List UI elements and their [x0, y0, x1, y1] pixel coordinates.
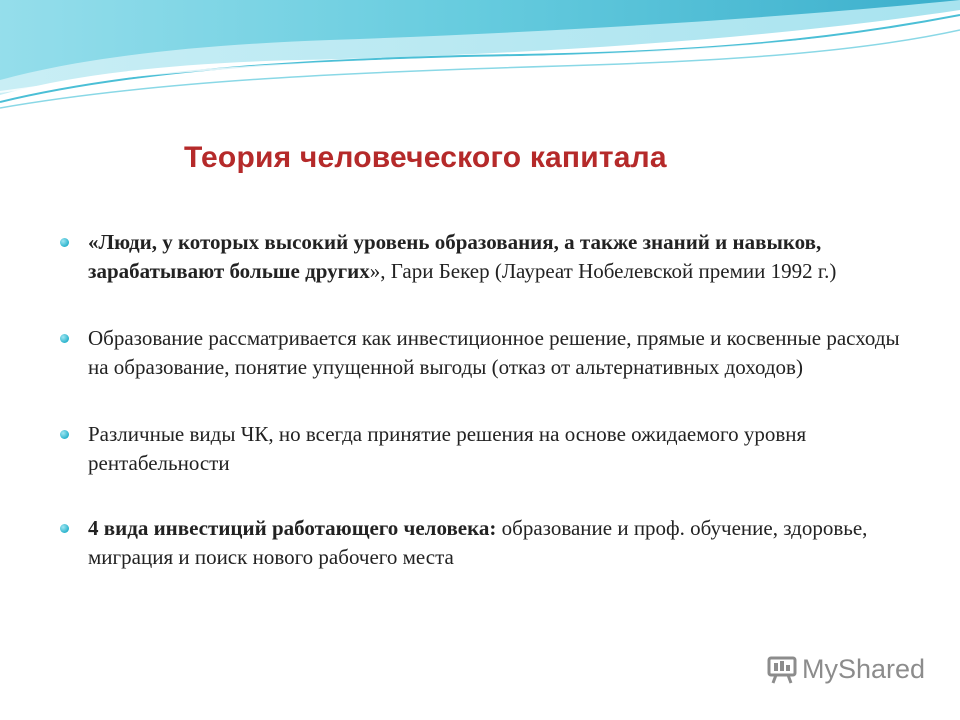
bullet-item	[60, 420, 900, 478]
presentation-board-icon	[766, 655, 798, 685]
bullet-dot-icon	[60, 430, 69, 439]
bullet-item	[60, 324, 900, 382]
bullet-text: Образование рассматривается как инвестиционное решение, прямые и косвенные расходы на образование, понятие упущенной выгоды (отказ от альтернативных доходов)	[88, 326, 900, 379]
bullet-text: образование и проф. обучение, здоровье, миграция и поиск нового рабочего места	[88, 516, 868, 569]
bullet-item	[60, 514, 900, 572]
bullet-dot-icon	[60, 238, 69, 247]
watermark-text: MyShared	[802, 654, 926, 684]
bullet-bold-text: 4 вида инвестиций работающего человека:	[88, 516, 497, 540]
bullet-item	[60, 228, 900, 286]
bullet-text: Различные виды ЧК, но всегда принятие решения на основе ожидаемого уровня рентабельности	[88, 422, 807, 475]
bullet-dot-icon	[60, 334, 69, 343]
bullet-list	[60, 228, 900, 572]
slide-title: Теория человеческого капитала	[184, 141, 667, 174]
bullet-dot-icon	[60, 524, 69, 533]
bullet-bold-text: «Люди, у которых высокий уровень образования, а также знаний и навыков, зарабатывают больше других	[88, 230, 822, 283]
header-wave-decoration	[0, 0, 960, 130]
myshared-watermark	[766, 654, 925, 685]
bullet-text: », Гари Бекер (Лауреат Нобелевской премии 1992 г.)	[369, 259, 837, 283]
